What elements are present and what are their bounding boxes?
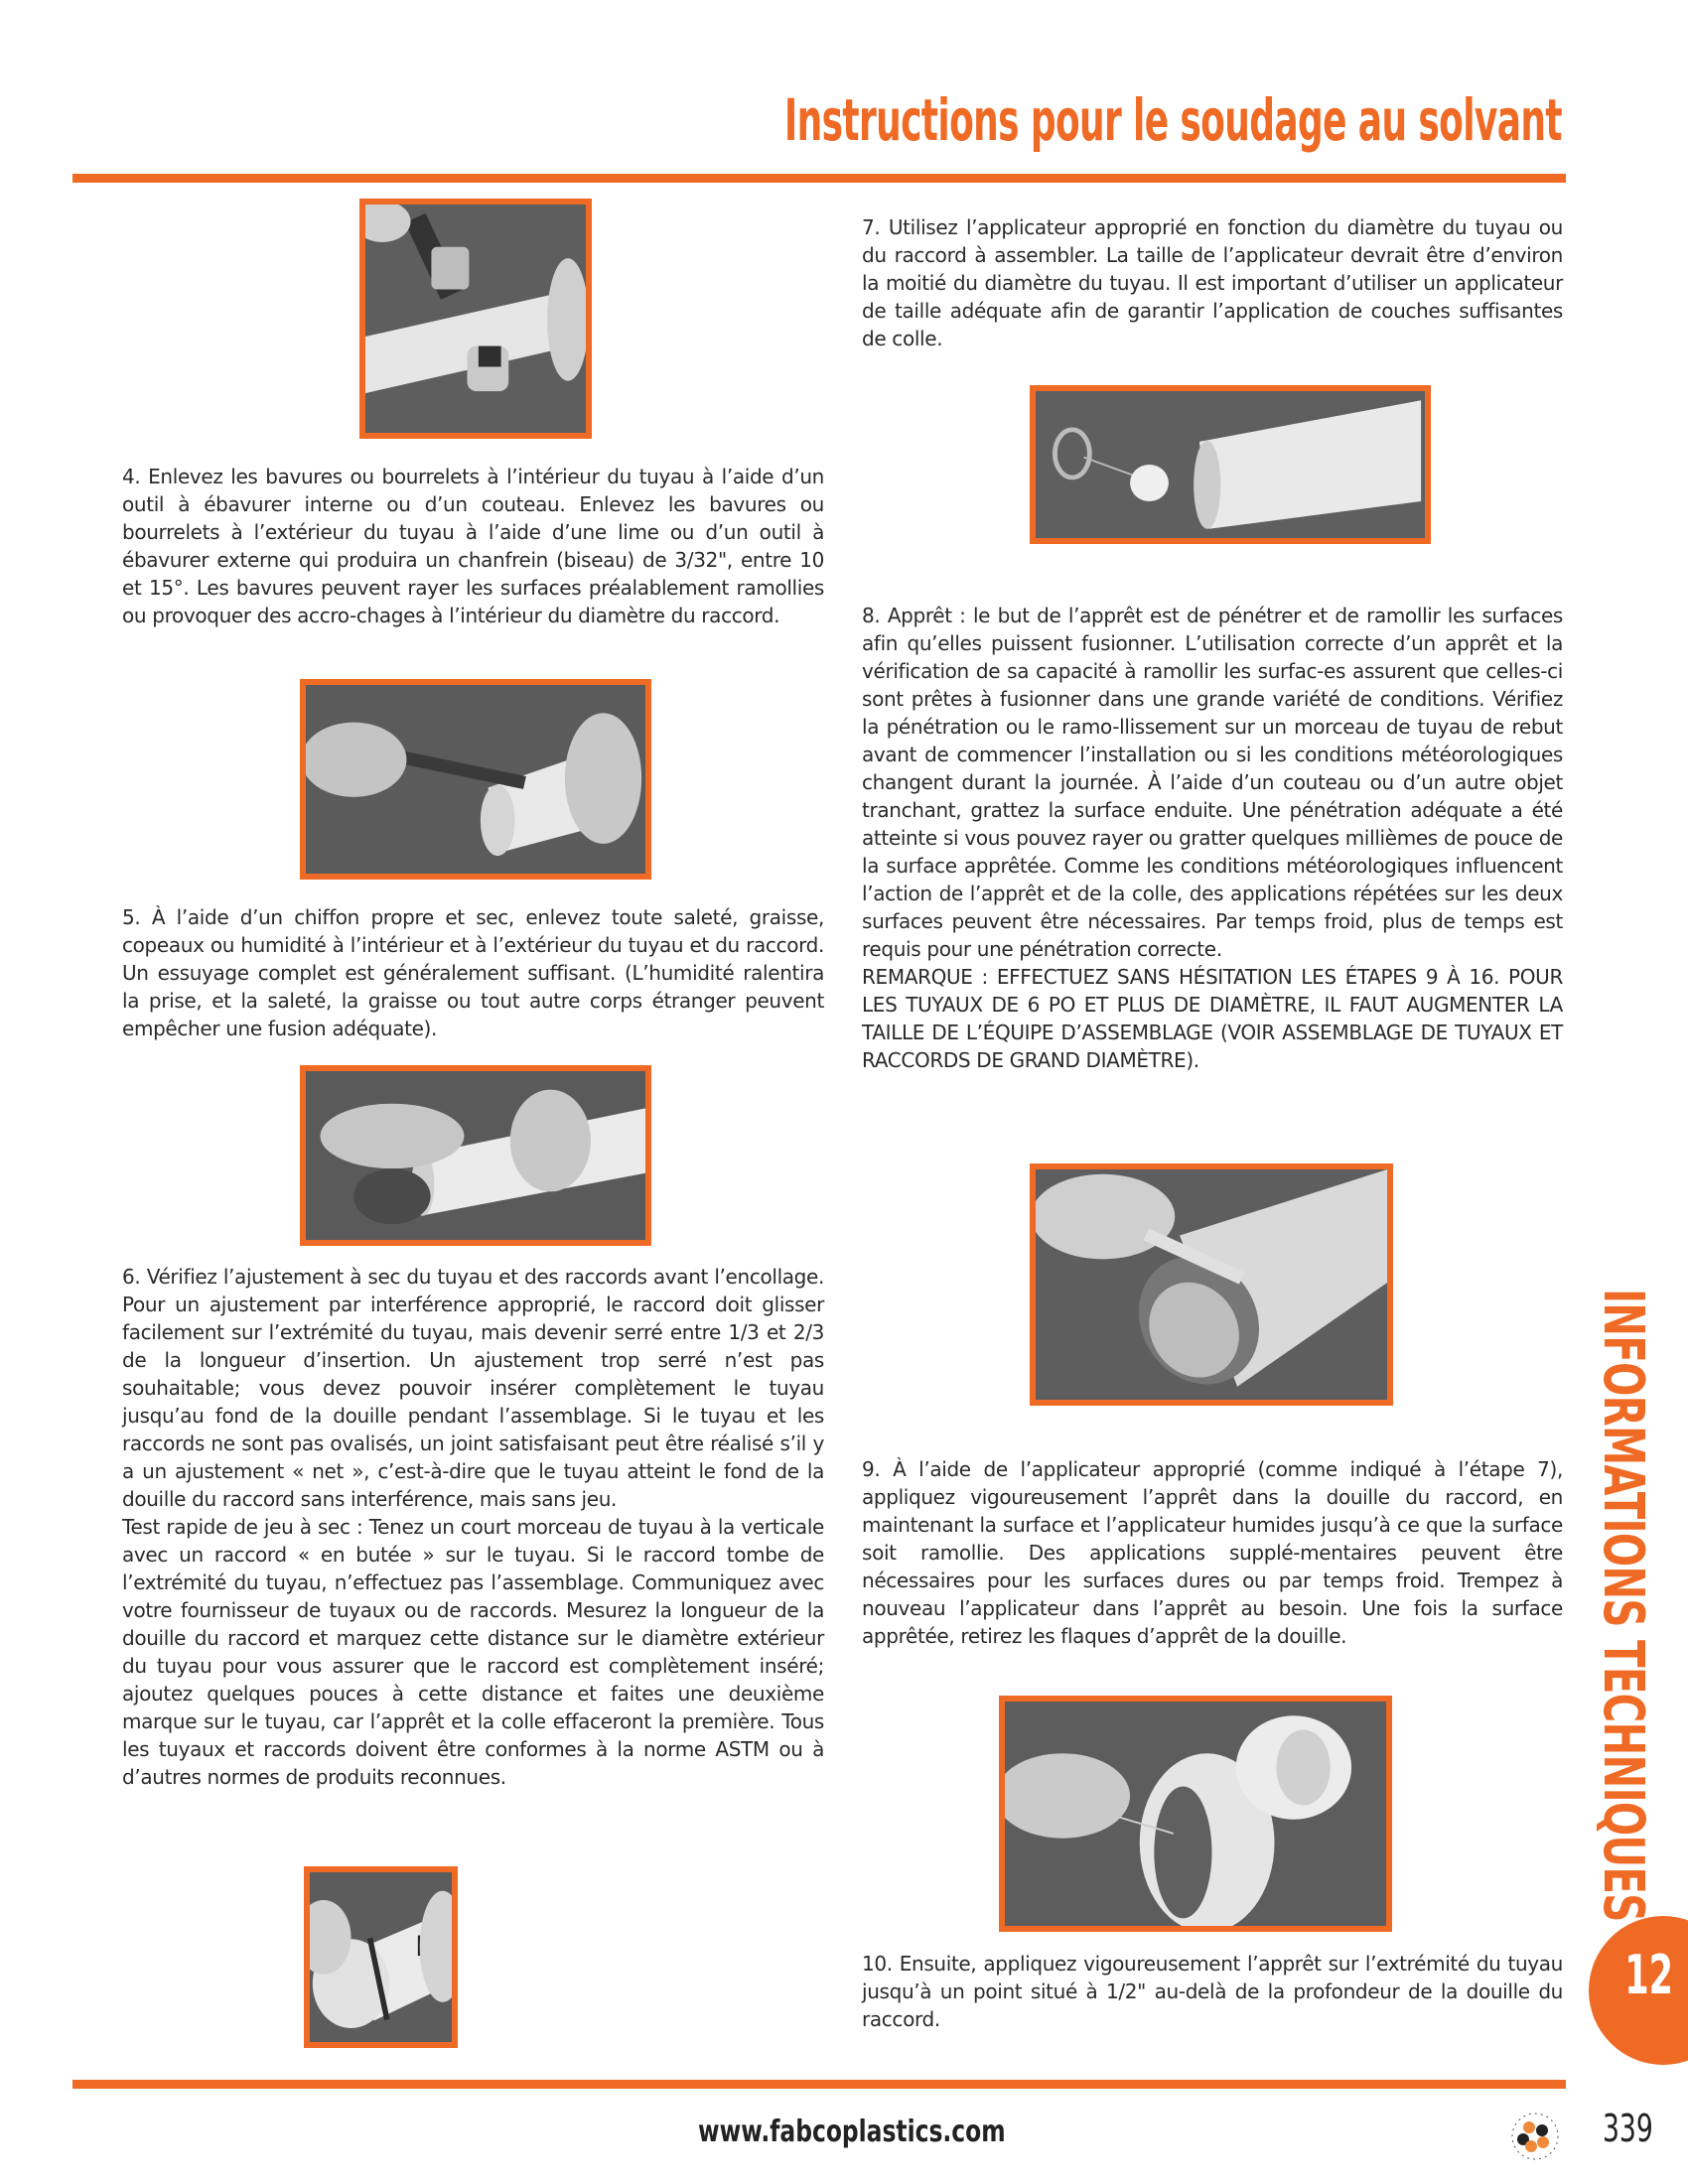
photo-dry-fit-marking: [304, 1866, 458, 2048]
step-6-dry-fit-test: Test rapide de jeu à sec : Tenez un court morceau de tuyau à la verticale avec un raccord « en butée » sur le tuyau. Si le raccord tombe de l’extrémité du tuyau, n’effectuez pas l’assemblage. Communiquez avec votre fournisseur de tuyaux ou de raccords. Mesurez la longueur de la douille du raccord et marquez cette distance sur le diamètre extérieur du tuyau pour vous assurer que le raccord est complètement inséré; ajoutez quelques pouces à cette distance et faites une deuxième marque sur le tuyau, car l’apprêt et la colle effaceront la première. Tous les tuyaux et raccords doivent être conformes à la norme ASTM ou à d’autres normes de produits reconnues.: [122, 1515, 824, 1789]
footer-website-link[interactable]: www.fabcoplastics.com: [698, 2115, 1006, 2149]
section-side-label: INFORMATIONS TECHNIQUES: [1591, 1289, 1655, 1922]
step-6-block: [122, 1263, 824, 1791]
step-6-text: 6. Vérifiez l’ajustement à sec du tuyau et des raccords avant l’encollage. Pour un ajustement par interférence approprié, le raccord doit glisser facilement sur l’extrémité du tuyau, mais devenir serré entre 1/3 et 2/3 de la longueur d’insertion. Un ajustement trop serré n’est pas souhaitable; vous devez pouvoir insérer complètement le tuyau jusqu’au fond de la douille pendant l’assemblage. Si le tuyau et les raccords ne sont pas ovalisés, un joint satisfaisant peut être réalisé s’il y a un ajustement « net », c’est-à-dire que le tuyau atteint le fond de la douille du raccord sans interférence, mais sans jeu.: [122, 1265, 824, 1511]
step-5-text: 5. À l’aide d’un chiffon propre et sec, enlevez toute saleté, graisse, copeaux ou humidité à l’intérieur et à l’extérieur du tuyau et du raccord. Un essuyage complet est généralement suffisant. (L’humidité ralentira la prise, et la saleté, la graisse ou tout autre corps étranger peuvent empêcher une fusion adéquate).: [122, 905, 824, 1040]
photo-priming-socket: [999, 1696, 1392, 1932]
step-8-note: REMARQUE : EFFECTUEZ SANS HÉSITATION LES ÉTAPES 9 À 16. POUR LES TUYAUX DE 6 PO ET PLUS DE DIAMÈTRE, IL FAUT AUGMENTER LA TAILLE DE L’ÉQUIPE D’ASSEMBLAGE (VOIR ASSEMBLAGE DE TUYAUX ET RACCORDS DE GRAND DIAMÈTRE).: [862, 965, 1563, 1072]
photo-pipe-cutter: [359, 199, 592, 439]
photo-applicator-dauber: [1030, 385, 1431, 544]
header-divider: [72, 174, 1566, 183]
step-4-text: 4. Enlevez les bavures ou bourrelets à l’intérieur du tuyau à l’aide d’un outil à ébavurer interne ou d’un couteau. Enlevez les bavures ou bourrelets à l’extérieur du tuyau à l’aide d’une lime ou d’un outil à ébavurer externe qui produira un chanfrein (biseau) de 3/32", entre 10 et 15°. Les bavures peuvent rayer les surfaces préalablement ramollies ou provoquer des accro-chages à l’intérieur du diamètre du raccord.: [122, 465, 824, 627]
page-title: Instructions pour le soudage au solvant: [783, 86, 1562, 154]
photo-wiping-pipe: [300, 1065, 651, 1246]
step-10-text: 10. Ensuite, appliquez vigoureusement l’apprêt sur l’extrémité du tuyau jusqu’à un point situé à 1/2" au-delà de la profondeur de la douille du raccord.: [862, 1952, 1563, 2031]
page-number: 339: [1603, 2107, 1653, 2150]
photo-deburring-file: [300, 679, 651, 880]
footer-divider: [72, 2080, 1566, 2089]
step-8-text: 8. Apprêt : le but de l’apprêt est de pénétrer et de ramollir les surfaces afin qu’elles puissent fusionner. L’utilisation correcte d’un apprêt et la vérification de sa capacité à ramollir les surfac-es assurent que celles-ci sont prêtes à fusionner dans une grande variété de conditions. Vérifiez la pénétration ou le ramo-llissement sur un morceau de tuyau de rebut avant de commencer l’installation ou si les conditions météorologiques changent durant la journée. À l’aide d’un couteau ou d’un autre objet tranchant, grattez la surface enduite. Une pénétration adéquate a été atteinte si vous pouvez rayer ou gratter quelques millièmes de pouce de la surface apprêtée. Comme les conditions météorologiques influencent l’action de l’apprêt et de la colle, des applications répétées sur les deux surfaces peuvent être nécessaires. Par temps froid, plus de temps est requis pour une pénétration correcte.: [862, 604, 1563, 961]
step-7-text: 7. Utilisez l’applicateur approprié en fonction du diamètre du tuyau ou du raccord à assembler. La taille de l’applicateur devrait être d’environ la moitié du diamètre du tuyau. Il est important d’utiliser un applicateur de taille adéquate afin de garantir l’application de couches suffisantes de colle.: [862, 215, 1563, 350]
step-9-text: 9. À l’aide de l’applicateur approprié (comme indiqué à l’étape 7), appliquez vigoureusement l’apprêt dans la douille du raccord, en maintenant la surface et l’applicateur humides jusqu’à ce que la surface soit ramollie. Des applications supplé-mentaires peuvent être nécessaires pour les surfaces dures ou par temps froid. Trempez à nouveau l’applicateur dans l’apprêt au besoin. Une fois la surface apprêtée, retirez les flaques d’apprêt de la douille.: [862, 1457, 1563, 1648]
photo-scraping-primed-surface: [1030, 1163, 1393, 1406]
fabco-logo-icon: [1509, 2111, 1561, 2162]
step-8-block: [862, 602, 1563, 1074]
section-number: 12: [1624, 1944, 1674, 2006]
